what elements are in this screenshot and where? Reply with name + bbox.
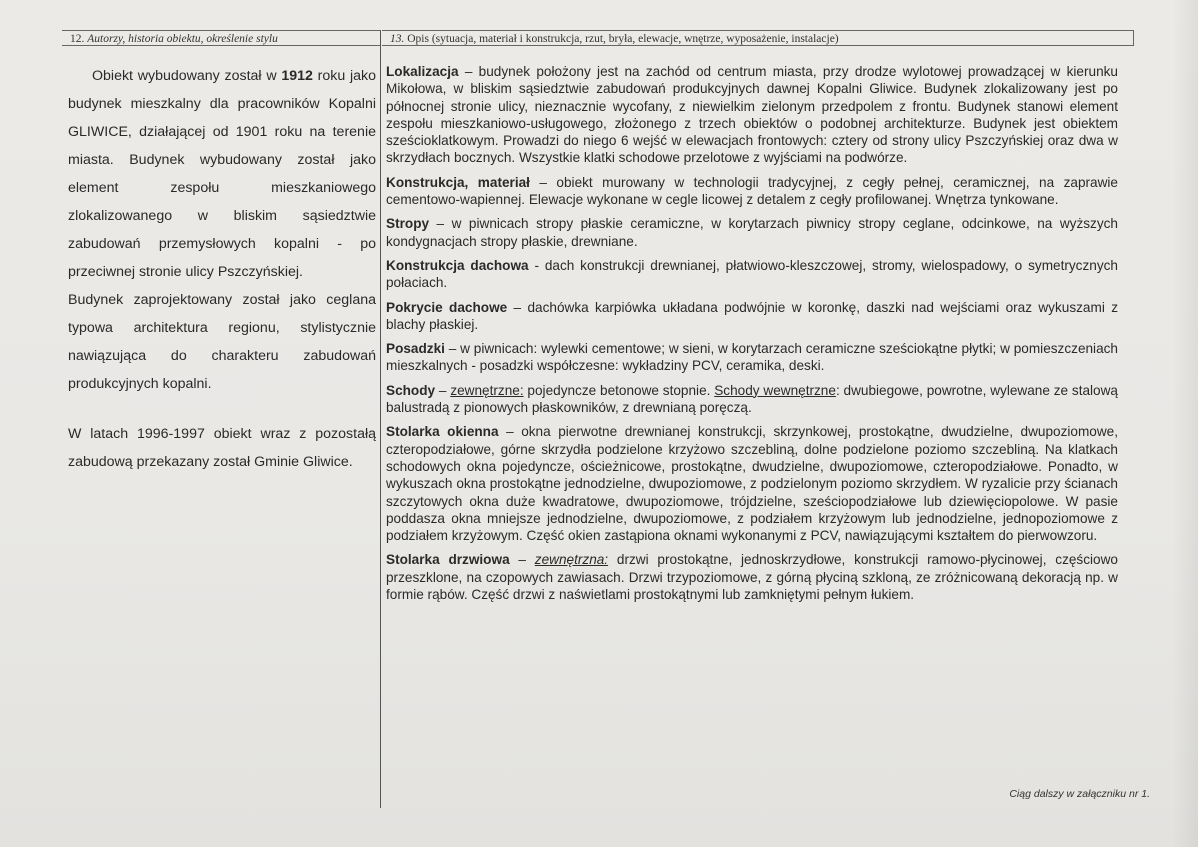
text-schody-end: : dwubiegowe, powrotne, wylewane ze stalową balustradą z pionowych płaskowników, z drewnianą poręczą. xyxy=(386,382,1118,416)
continuation-note: Ciąg dalszy w załączniku nr 1. xyxy=(1009,788,1150,800)
section-12-column xyxy=(62,30,380,810)
history-p1-end: roku jako budynek mieszkalny dla pracowników Kopalni GLIWICE, działającej od 1901 roku na terenie miasta. Budynek wybudowany został jako element zespołu mieszkaniowego zlokalizowanego w bliskim sąsiedztwie zabudowań przemysłowych kopalni - po przeciwnej stronie ulicy Pszczyńskiej. xyxy=(68,68,376,280)
history-paragraph-3: W latach 1996-1997 obiekt wraz z pozostałą zabudową przekazany został Gminie Gliwice. xyxy=(68,426,376,470)
heading-stolarka-okienna: Stolarka okienna xyxy=(386,424,499,440)
paragraph-schody xyxy=(386,382,1118,417)
paragraph-stolarka-drzwiowa xyxy=(386,551,1118,603)
page-edge-shadow xyxy=(1172,0,1198,847)
heading-pokrycie-dachowe: Pokrycie dachowe xyxy=(386,299,508,315)
text-schody-zewnetrzne: zewnętrzne: xyxy=(450,382,524,398)
paragraph-stolarka-okienna xyxy=(386,423,1118,544)
text-pokrycie-dachowe: – dachówka karpiówka układana podwójnie w koronkę, daszki nad wejściami oraz wykuszami z blachy płaskiej. xyxy=(386,299,1118,332)
section-13-header xyxy=(382,30,1134,46)
text-stropy: – w piwnicach stropy płaskie ceramiczne, w korytarzach piwnicy stropy ceglane, odcinkowe, na wyższych kondygnacjach stropy płaskie, drewniane. xyxy=(386,216,1118,249)
section-12-number: 12. xyxy=(70,33,85,45)
paragraph-stropy xyxy=(386,215,1118,250)
history-paragraph-2: Budynek zaprojektowany został jako ceglana typowa architektura regionu, stylistycznie nawiązująca do charakteru zabudowań produkcyjnych kopalni. xyxy=(68,292,376,392)
text-schody-dash: – xyxy=(435,382,451,398)
construction-year: 1912 xyxy=(281,68,313,84)
section-12-title: Autorzy, historia obiektu, określenie stylu xyxy=(87,33,278,45)
column-divider xyxy=(380,30,381,808)
text-konstrukcja: – obiekt murowany w technologii tradycyjnej, z cegły pełnej, ceramicznej, na zaprawie cementowo-wapiennej. Elewacje wykonane w cegle licowej z detalem z cegły profilowanej. Wnętrza tynkowane. xyxy=(386,174,1118,208)
heading-schody: Schody xyxy=(386,382,436,398)
paragraph-pokrycie-dachowe xyxy=(386,299,1118,334)
heading-konstrukcja: Konstrukcja, materiał xyxy=(386,174,530,190)
heading-lokalizacja: Lokalizacja xyxy=(386,64,459,79)
text-schody-mid: pojedyncze betonowe stopnie. xyxy=(523,382,715,398)
paragraph-lokalizacja xyxy=(386,63,1118,167)
heading-konstrukcja-dachowa: Konstrukcja dachowa xyxy=(386,257,529,273)
text-lokalizacja: – budynek położony jest na zachód od centrum miasta, przy drodze wylotowej prowadzącej w kierunku Mikołowa, w bliskim sąsiedztwie zabudowań produkcyjnych dawnej Kopalni Gliwice. Budynek zlokalizowany jest po północnej stronie ulicy, nieznacznie wycofany, z niewielkim zielonym przedpolem z frontu. Budynek stanowi element zespołu mieszkaniowo-usługowego, złożonego z trzech obiektów o podobnej architekturze. Budynek jest obiektem sześcioklatkowym. Prowadzi do niego 6 wejść w elewacjach frontowych: cztery od strony ulicy Pszczyńskiej oraz dwa w skrzydłach bocznych. Wszystkie klatki schodowe przelotowe z wyjściami na podwórze. xyxy=(386,64,1118,166)
paragraph-posadzki xyxy=(386,340,1118,375)
heading-posadzki: Posadzki xyxy=(386,341,445,357)
paragraph-konstrukcja-dachowa xyxy=(386,257,1118,292)
text-stolarka-drzwiowa: drzwi prostokątne, jednoskrzydłowe, konstrukcji ramowo-płycinowej, częściowo przeszklone, na czopowych zawiasach. Drzwi trzypoziomowe, z górną płyciną szkloną, ze zróżnicowaną dekoracją np. w formie rąbów. Część drzwi z naświetlami prostokątnymi lub zamkniętymi pełnym łukiem. xyxy=(386,552,1118,603)
text-stolarka-okienna: – okna pierwotne drewnianej konstrukcji, skrzynkowej, prostokątne, dwudzielne, dwupoziomowe, czteropodziałowe, górne skrzydła podzielone krzyżowo szczebliną, dolne podzielone poziomo szczebliną. Na klatkach schodowych okna pojedyncze, ościeżnicowe, prostokątne, dwudzielne, dwupoziomowe, czteropodziałowe. Ponadto, w wykuszach okna prostokątne jednodzielne, dwupoziomowe, z podzielonym poziomo skrzydłem. W ryzalicie przy ścianach szczytowych okna duże kwadratowe, dwupoziomowe, trójdzielne, sześciopodziałowe lub dziewięciopolowe. W pasie poddasza okna mniejsze jednodzielne, dwupoziomowe, z podziałem krzyżowym lub jednodzielne, jednopoziomowe z podziałem krzyżowym. Część okien zastąpiona oknami wykonanymi z PCV, nawiązującymi kształtem do pierwowzoru. xyxy=(386,424,1118,544)
history-p1-start: Obiekt wybudowany został w xyxy=(92,68,282,84)
section-13-title: Opis (sytuacja, materiał i konstrukcja, rzut, bryła, elewacje, wnętrze, wyposażenie, instalacje) xyxy=(407,33,839,45)
heading-stolarka-drzwiowa: Stolarka drzwiowa xyxy=(386,552,510,568)
paragraph-konstrukcja xyxy=(386,174,1118,209)
text-posadzki: – w piwnicach: wylewki cementowe; w sieni, w korytarzach ceramiczne sześciokątne płytki; w pomieszczeniach mieszkalnych - posadzki współczesne: wykładziny PCV, ceramika, deski. xyxy=(386,341,1118,374)
history-text xyxy=(62,62,380,476)
description-text xyxy=(382,63,1142,603)
section-12-header xyxy=(62,30,380,46)
heading-stropy: Stropy xyxy=(386,216,430,232)
history-paragraph-1 xyxy=(68,62,376,286)
text-konstrukcja-dachowa: - dach konstrukcji drewnianej, płatwiowo-kleszczowej, stromy, wielospadowy, o symetrycznych połaciach. xyxy=(386,257,1118,291)
text-stolarka-drzwiowa-dash: – xyxy=(509,552,535,568)
text-stolarka-drzwiowa-zewnetrzna: zewnętrzna: xyxy=(534,552,609,568)
text-schody-wewnetrzne: Schody wewnętrzne xyxy=(714,382,836,398)
section-13-number: 13. xyxy=(390,33,405,45)
section-13-column xyxy=(382,30,1142,810)
